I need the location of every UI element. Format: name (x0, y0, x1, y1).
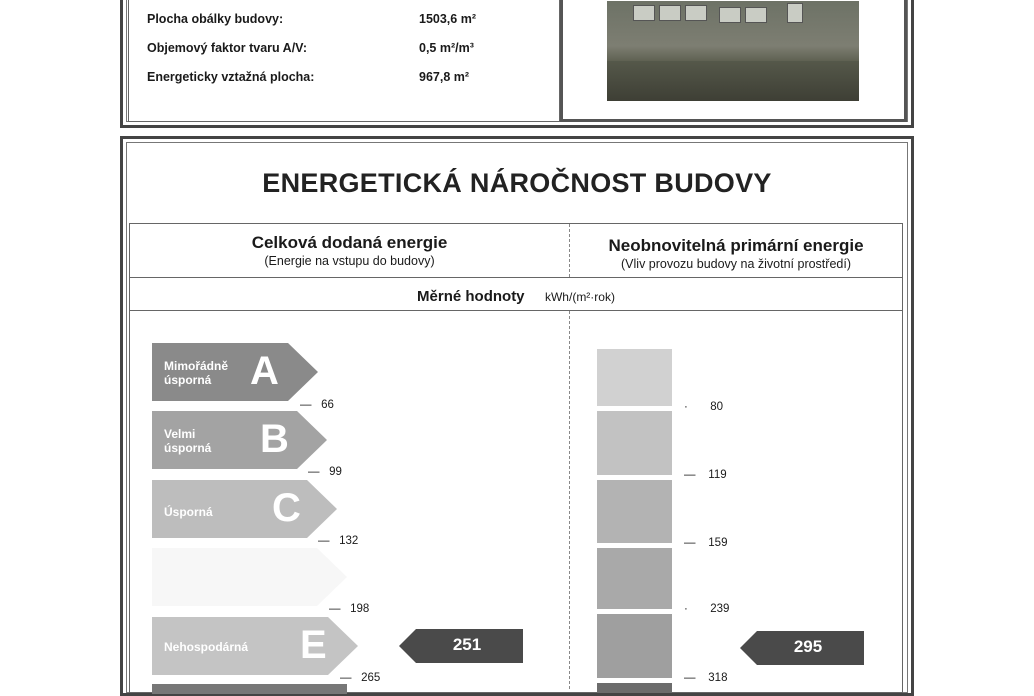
info-value: 1503,6 m² (419, 12, 476, 26)
class-arrow-b (152, 411, 327, 469)
class-a-letter: A (250, 349, 279, 393)
left-threshold-c: — 132 (318, 535, 359, 547)
class-c-label: Úsporná (164, 505, 213, 519)
info-value: 0,5 m²/m³ (419, 41, 474, 55)
column-divider-top (569, 224, 570, 277)
building-info-panel (128, 0, 560, 122)
info-label: Objemový faktor tvaru A/V: (147, 41, 307, 55)
class-a-label: Mimořádně úsporná (164, 359, 229, 387)
section-title: ENERGETICKÁ NÁROČNOST BUDOVY (262, 168, 772, 198)
right-bar-c (597, 480, 672, 543)
right-bar-d (597, 548, 672, 609)
column-divider (569, 311, 570, 689)
left-column-title: Celková dodaná energie (251, 233, 448, 252)
class-arrow-e (152, 617, 358, 675)
left-threshold-d: — 198 (329, 603, 370, 615)
units-value: kWh/(m²·rok) (544, 290, 615, 304)
right-bar-f-partial (597, 683, 672, 693)
units-label: Měrné hodnoty (417, 288, 525, 305)
right-threshold-d: · 239 (684, 603, 730, 615)
class-arrow-a (152, 343, 318, 401)
class-b-label: Velmi úsporná (164, 427, 212, 455)
building-photo (607, 1, 859, 101)
left-column-header (131, 233, 568, 268)
info-value: 967,8 m² (419, 70, 470, 84)
right-value: 295 (793, 637, 823, 656)
right-bar-b (597, 411, 672, 475)
right-threshold-b: — 119 (684, 469, 727, 481)
units-divider (129, 310, 903, 311)
right-bar-e (597, 614, 672, 678)
left-threshold-e: — 265 (340, 672, 381, 684)
class-arrow-f-partial (152, 684, 347, 694)
right-column-header (571, 236, 901, 271)
class-e-label: Nehospodárná (164, 640, 249, 654)
units-row (129, 288, 903, 306)
right-threshold-c: — 159 (684, 537, 728, 549)
left-threshold-b: — 99 (308, 466, 342, 478)
info-label: Plocha obálky budovy: (147, 12, 284, 26)
building-photo-frame (560, 0, 907, 122)
class-arrow-d (152, 548, 347, 606)
right-bar-a (597, 349, 672, 406)
left-threshold-a: — 66 (300, 399, 334, 411)
header-divider (129, 277, 903, 278)
left-value: 251 (452, 635, 482, 654)
left-value-pointer (399, 629, 523, 663)
right-column-title: Neobnovitelná primární energie (608, 236, 864, 255)
class-c-letter: C (272, 486, 301, 530)
right-value-pointer (740, 631, 864, 665)
left-column-subtitle: (Energie na vstupu do budovy) (264, 254, 435, 268)
right-column-subtitle: (Vliv provozu budovy na životní prostředí) (621, 257, 851, 271)
right-threshold-a: · 80 (684, 401, 723, 413)
class-arrow-c (152, 480, 337, 538)
right-threshold-e: — 318 (684, 672, 728, 684)
class-e-letter: E (300, 623, 327, 667)
class-b-letter: B (260, 417, 289, 461)
info-label: Energeticky vztažná plocha: (147, 70, 315, 84)
